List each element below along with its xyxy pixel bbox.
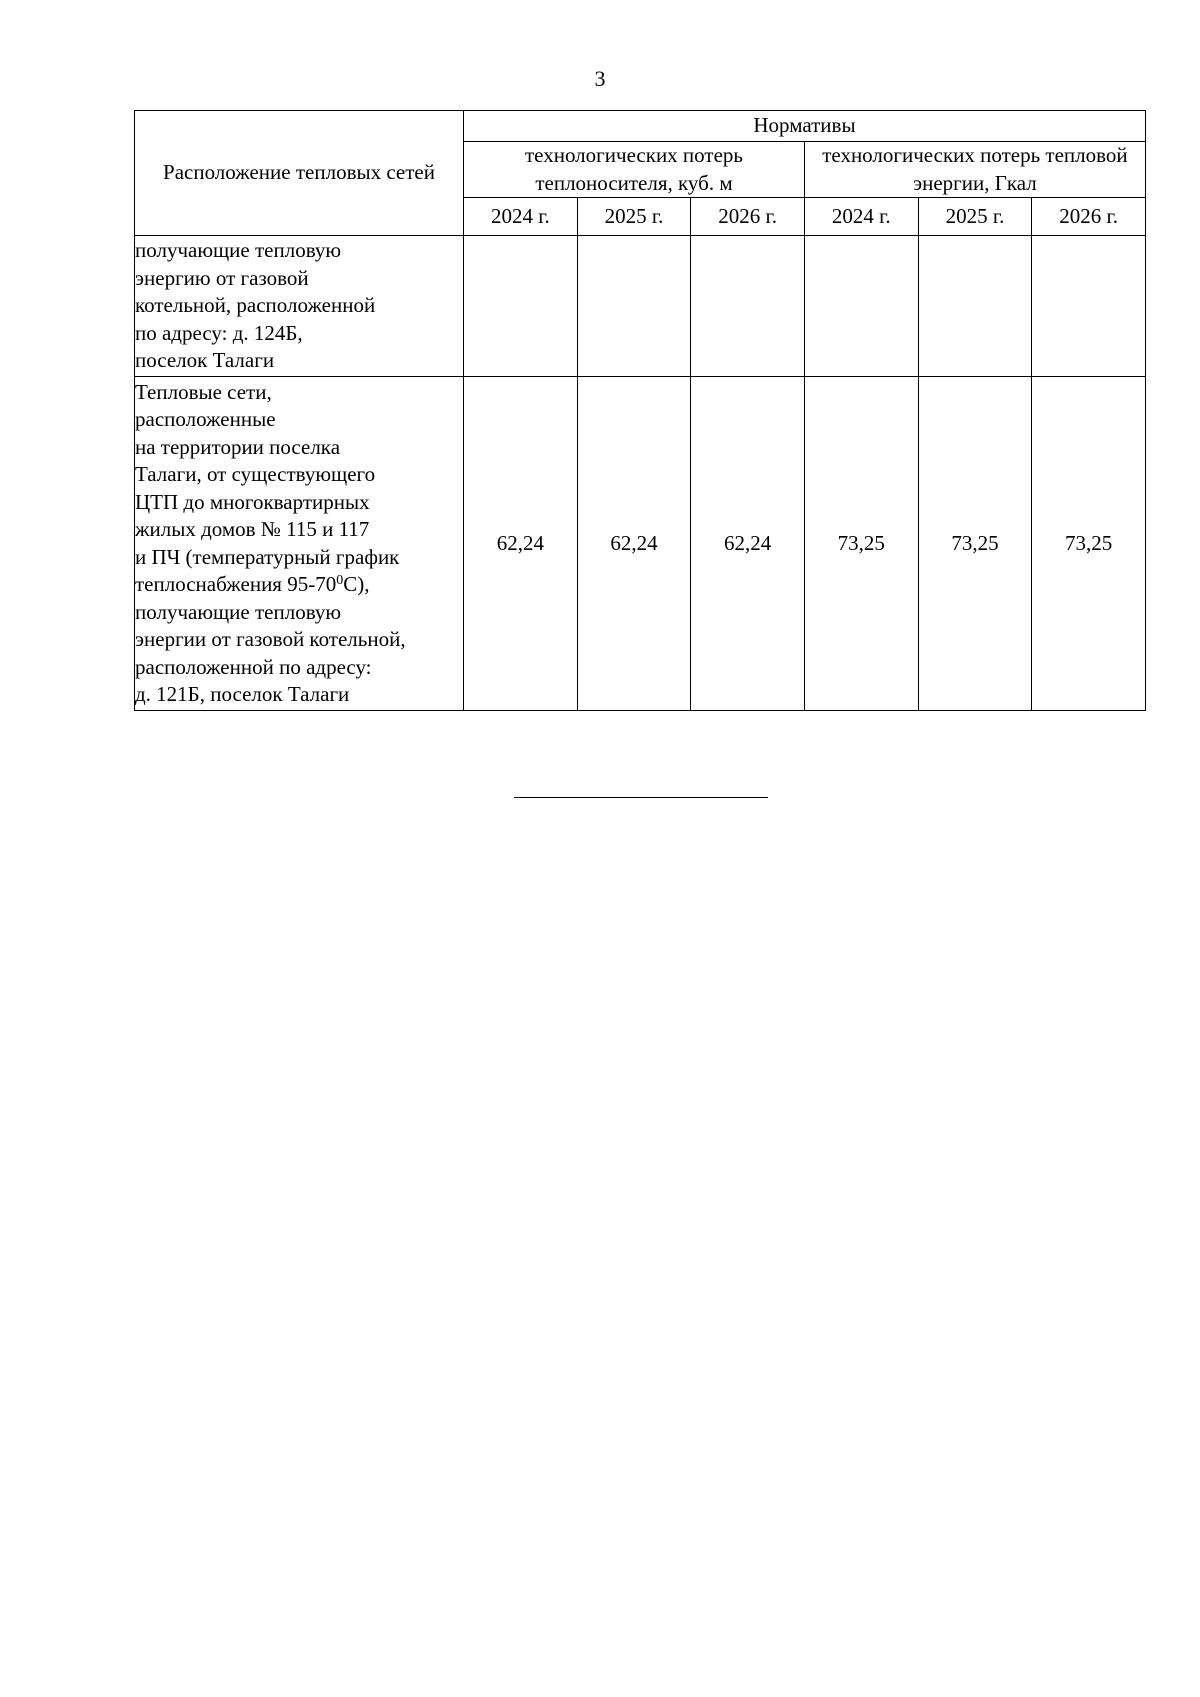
header-year: 2024 г. — [464, 198, 578, 236]
temperature-text: теплоснабжения 95-70 — [135, 572, 337, 596]
location-line: расположенной по адресу: — [135, 654, 372, 679]
value-cell: 73,25 — [804, 377, 918, 711]
table-row — [135, 377, 1146, 711]
value-cell — [464, 236, 578, 377]
value-cell — [691, 236, 805, 377]
value-cell: 62,24 — [577, 377, 691, 711]
value-cell — [1032, 236, 1146, 377]
location-line: Тепловые сети, — [135, 379, 272, 404]
value-cell — [577, 236, 691, 377]
header-heat-loss: технологических потерь тепловой энергии, Гкал — [804, 142, 1145, 198]
location-line-temperature — [135, 571, 463, 599]
value-cell — [804, 236, 918, 377]
location-line: получающие тепловую — [135, 238, 342, 263]
value-cell: 62,24 — [464, 377, 578, 711]
header-norms: Нормативы — [464, 111, 1146, 142]
header-year: 2026 г. — [691, 198, 805, 236]
location-line: поселок Талаги — [135, 348, 275, 373]
location-line: на территории поселка — [135, 434, 341, 459]
header-year: 2025 г. — [918, 198, 1032, 236]
location-line: энергии от газовой котельной, — [135, 627, 406, 651]
location-line: по адресу: д. 124Б, — [135, 320, 303, 345]
location-line: д. 121Б, поселок Талаги — [135, 682, 350, 706]
location-line: котельной, расположенной — [135, 293, 376, 318]
location-line: расположенные — [135, 407, 276, 431]
location-line: ЦТП до многоквартирных — [135, 489, 370, 514]
temperature-unit: С), — [343, 572, 370, 596]
value-cell: 73,25 — [918, 377, 1032, 711]
table-row — [135, 236, 1146, 377]
location-line: энергию от газовой — [135, 265, 309, 290]
end-of-document-rule — [514, 797, 768, 798]
location-line: Талаги, от существующего — [135, 462, 376, 486]
value-cell: 62,24 — [691, 377, 805, 711]
page-number: 3 — [594, 66, 606, 91]
header-coolant-loss: технологических потерь теплоносителя, куб. м — [464, 142, 805, 198]
header-year: 2025 г. — [577, 198, 691, 236]
location-line: получающие тепловую — [135, 599, 342, 624]
header-year: 2024 г. — [804, 198, 918, 236]
location-line: жилых домов № 115 и 117 — [135, 517, 370, 541]
header-location: Расположение тепловых сетей — [135, 111, 464, 236]
value-cell — [918, 236, 1032, 377]
location-cell — [135, 236, 464, 377]
location-line: и ПЧ (температурный график — [135, 544, 400, 569]
header-year: 2026 г. — [1032, 198, 1146, 236]
degree-superscript: 0 — [336, 573, 344, 588]
value-cell: 73,25 — [1032, 377, 1146, 711]
norms-table — [134, 110, 1146, 711]
location-cell — [135, 377, 464, 711]
